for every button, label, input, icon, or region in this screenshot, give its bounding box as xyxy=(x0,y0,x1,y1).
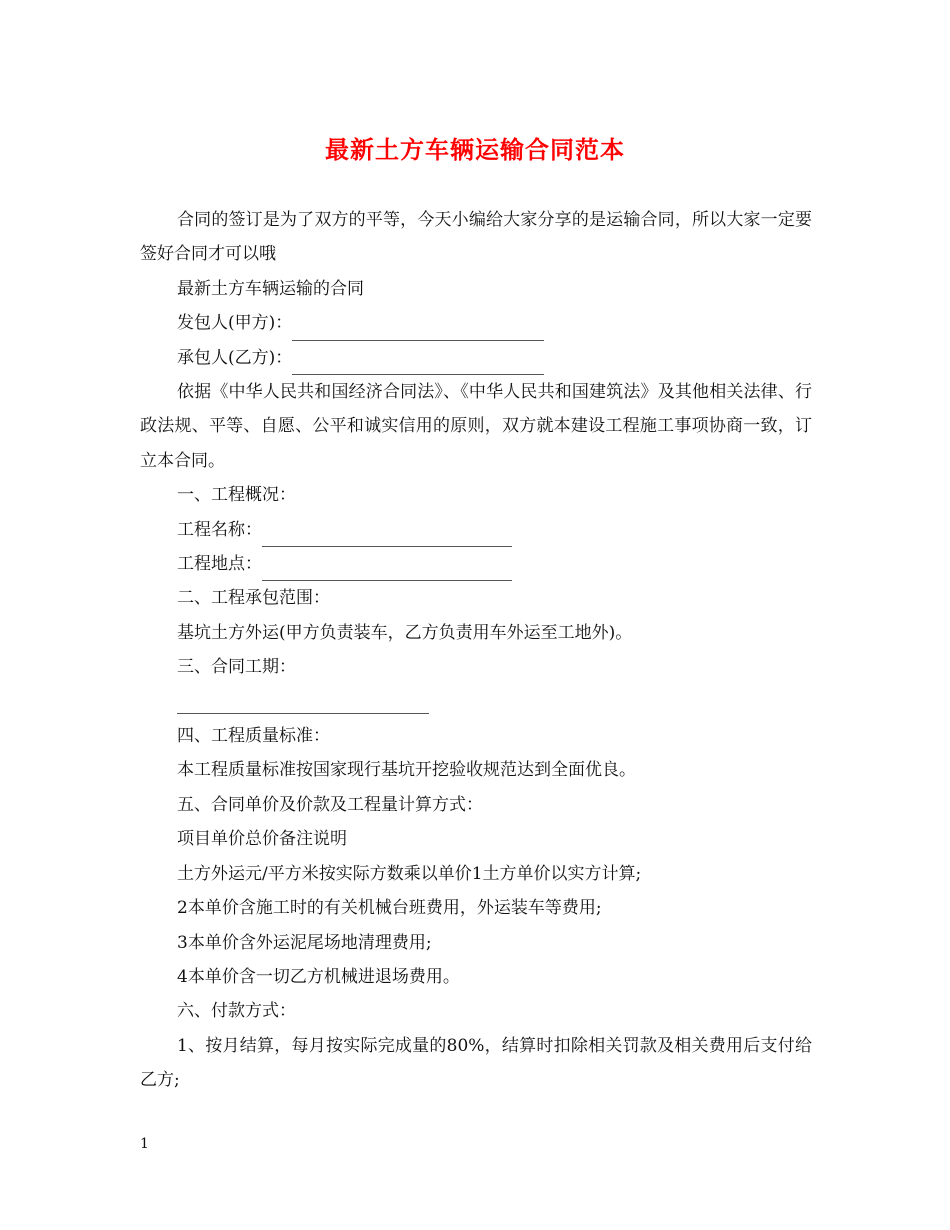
price-table-header: 项目单价总价备注说明 xyxy=(177,829,347,850)
section4-heading: 四、工程质量标准： xyxy=(177,726,330,747)
contract-subtitle: 最新土方车辆运输的合同 xyxy=(177,278,364,299)
section5-heading: 五、合同单价及价款及工程量计算方式： xyxy=(177,794,483,815)
section3-heading: 三、合同工期： xyxy=(177,657,296,678)
party-a-blank xyxy=(292,318,544,341)
price-item-4: 4本单价含一切乙方机械进退场费用。 xyxy=(177,966,460,987)
party-b-label: 承包人(乙方)： xyxy=(177,347,293,368)
basis-paragraph: 依据《中华人民共和国经济合同法》、《中华人民共和国建筑法》及其他相关法律、行政法规、平等、自愿、公平和诚实信用的原则，双方就本建设工程施工事项协商一致，订立本合同。 xyxy=(140,382,812,471)
party-b-line xyxy=(140,341,812,375)
contract-period-blank xyxy=(177,691,429,714)
section1-heading: 一、工程概况： xyxy=(177,485,296,506)
project-location-blank xyxy=(262,558,512,581)
project-location-line xyxy=(140,547,812,581)
project-location-label: 工程地点： xyxy=(177,554,262,575)
party-a-line xyxy=(140,306,812,340)
contract-period-line xyxy=(140,685,812,719)
section6-heading: 六、付款方式： xyxy=(177,1001,296,1022)
party-b-blank xyxy=(292,352,544,375)
section2-heading: 二、工程承包范围： xyxy=(177,588,330,609)
page-number: 1 xyxy=(140,1136,149,1152)
price-item-3: 3本单价含外运泥尾场地清理费用; xyxy=(177,932,432,953)
price-item-1: 土方外运元/平方米按实际方数乘以单价1土方单价以实方计算; xyxy=(177,863,642,884)
project-name-line xyxy=(140,513,812,547)
document-body xyxy=(140,203,812,1098)
intro-paragraph: 合同的签订是为了双方的平等，今天小编给大家分享的是运输合同，所以大家一定要签好合同才可以哦 xyxy=(140,210,812,265)
party-a-label: 发包人(甲方)： xyxy=(177,313,293,334)
project-name-blank xyxy=(262,524,512,547)
price-item-2: 2本单价含施工时的有关机械台班费用，外运装车等费用; xyxy=(177,898,602,919)
document-title: 最新土方车辆运输合同范本 xyxy=(325,136,625,164)
section2-text: 基坑土方外运(甲方负责装车，乙方负责用车外运至工地外)。 xyxy=(177,622,633,643)
project-name-label: 工程名称： xyxy=(177,519,262,540)
section4-text: 本工程质量标准按国家现行基坑开挖验收规范达到全面优良。 xyxy=(177,760,636,781)
payment-clause-1: 1、按月结算，每月按实际完成量的80%，结算时扣除相关罚款及相关费用后支付给乙方; xyxy=(140,1035,812,1091)
